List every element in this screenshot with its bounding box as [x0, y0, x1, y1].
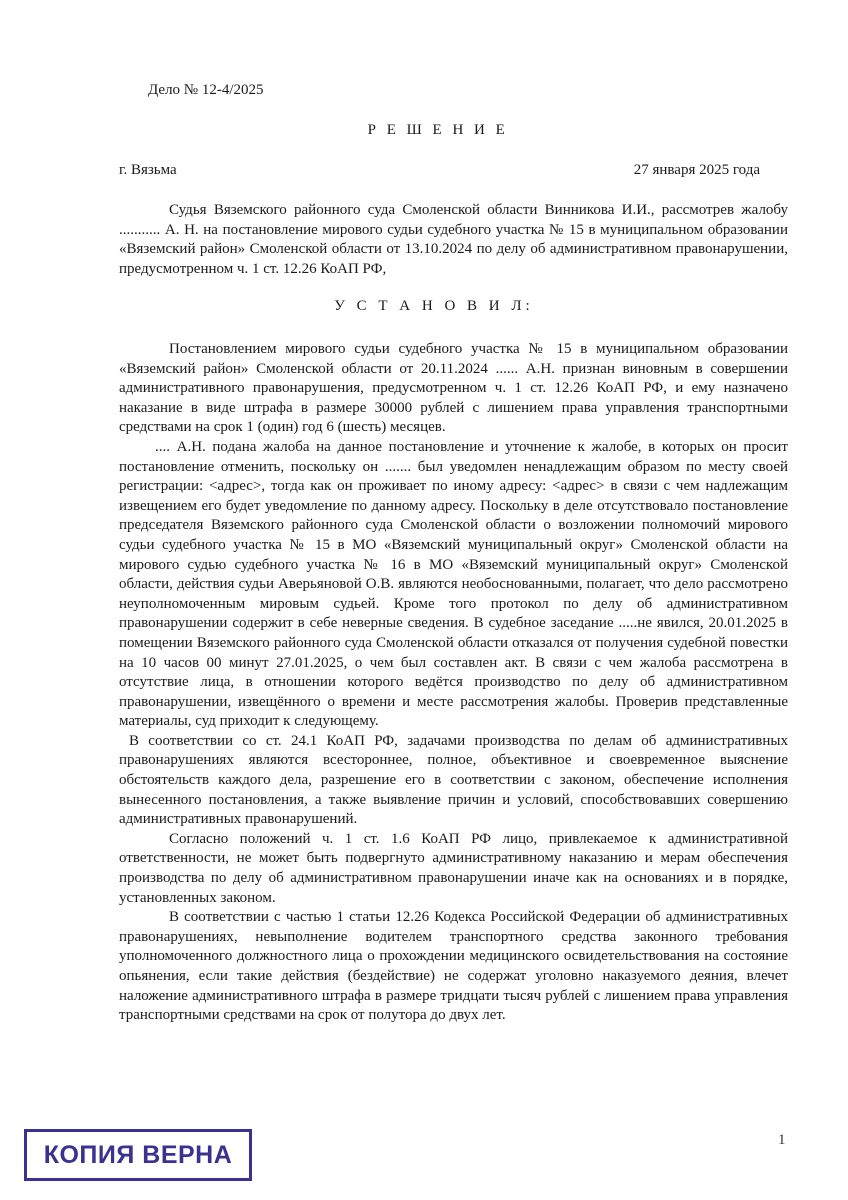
section-heading: У С Т А Н О В И Л:	[334, 298, 534, 314]
paragraph-complaint: .... А.Н. подана жалоба на данное постановление и уточнение к жалобе, в которых он просит постановление отменить, поскольку он ....... был уведомлен ненадлежащим образом по месту своей регистрации: <адрес>, тогда как он проживает по иному адресу: <адрес> в связи с чем надлежащим извещением его будет уведомление по данному адресу. Поскольку в деле отсутствовало постановление председателя Вяземского районного суда Смоленской области о возложении полномочий мирового судьи судебного участка № 15 в МО «Вяземский муниципальный округ» Смоленской области на мирового судью судебного участка № 16 в МО «Вяземский муниципальный округ» Смоленской области, действия судьи Аверьяновой О.В. являются необоснованными, полагает, что дело рассмотрено неуполномоченным мировым судьей. Кроме того протокол по делу об административном правонарушении содержит в себе неверные сведения. В судебное заседание .....не явился, 20.01.2025 в помещении Вяземского районного суда Смоленской области отказался от получения судебной повестки на 10 часов 00 минут 27.01.2025, о чем был составлен акт. В связи с чем жалоба рассмотрена в отсутствие лица, в отношении которого ведётся производство по делу об административном правонарушении, извещённого о времени и месте рассмотрения жалобы. Проверив представленные материалы, суд приходит к следующему.	[119, 438, 788, 730]
paragraph-article-24-1: В соответствии со ст. 24.1 КоАП РФ, задачами производства по делам об административных правонарушениях являются всестороннее, полное, объективное и своевременное выяснение обстоятельств каждого дела, разрешение его в соответствии с законом, обеспечение исполнения вынесенного постановления, а также выявление причин и условий, способствовавших совершению административных правонарушений.	[119, 732, 788, 828]
paragraph-article-12-26: В соответствии с частью 1 статьи 12.26 Кодекса Российской Федерации об административных правонарушениях, невыполнение водителем транспортного средства законного требования уполномоченного должностного лица о прохождении медицинского освидетельствования на состояние опьянения, если такие действия (бездействие) не содержат уголовно наказуемого деяния, влечет наложение административного штрафа в размере тридцати тысяч рублей с лишением права управления транспортными средствами на срок от полутора до двух лет.	[119, 909, 788, 1024]
decision-date: 27 января 2025 года	[633, 162, 760, 178]
intro-paragraph: Судья Вяземского районного суда Смоленской области Винникова И.И., рассмотрев жалобу ........... А. Н. на постановление мирового судьи судебного участка № 15 в муниципальном образовании «Вяземский район» Смоленской области от 13.10.2024 по делу об административном правонарушении, предусмотренном ч. 1 ст. 12.26 КоАП РФ,	[119, 202, 788, 277]
case-number: Дело № 12-4/2025	[148, 82, 264, 98]
document-title: Р Е Ш Е Н И Е	[367, 122, 509, 138]
intro-block	[119, 201, 788, 279]
place-date-line	[119, 160, 760, 180]
main-text	[119, 340, 788, 1026]
stamp-text: КОПИЯ ВЕРНА	[43, 1140, 233, 1169]
paragraph-ruling: Постановлением мирового судьи судебного участка № 15 в муниципальном образовании «Вяземский район» Смоленской области от 20.11.2024 ...... А.Н. признан виновным в совершении административного правонарушения, предусмотренном ч. 1 ст. 12.26 КоАП РФ, и ему назначено наказание в виде штрафа в размере 30000 рублей с лишением права управления транспортными средствами на срок 1 (один) год 6 (шесть) месяцев.	[119, 341, 788, 436]
city: г. Вязьма	[119, 162, 177, 178]
certified-copy-stamp	[24, 1129, 252, 1181]
paragraph-article-1-6: Согласно положений ч. 1 ст. 1.6 КоАП РФ лицо, привлекаемое к административной ответственности, не может быть подвергнуто административному наказанию и мерам обеспечения производства по делу об административном правонарушении иначе как на основаниях и в порядке, установленных законом.	[119, 830, 788, 906]
page-number: 1	[778, 1132, 786, 1148]
